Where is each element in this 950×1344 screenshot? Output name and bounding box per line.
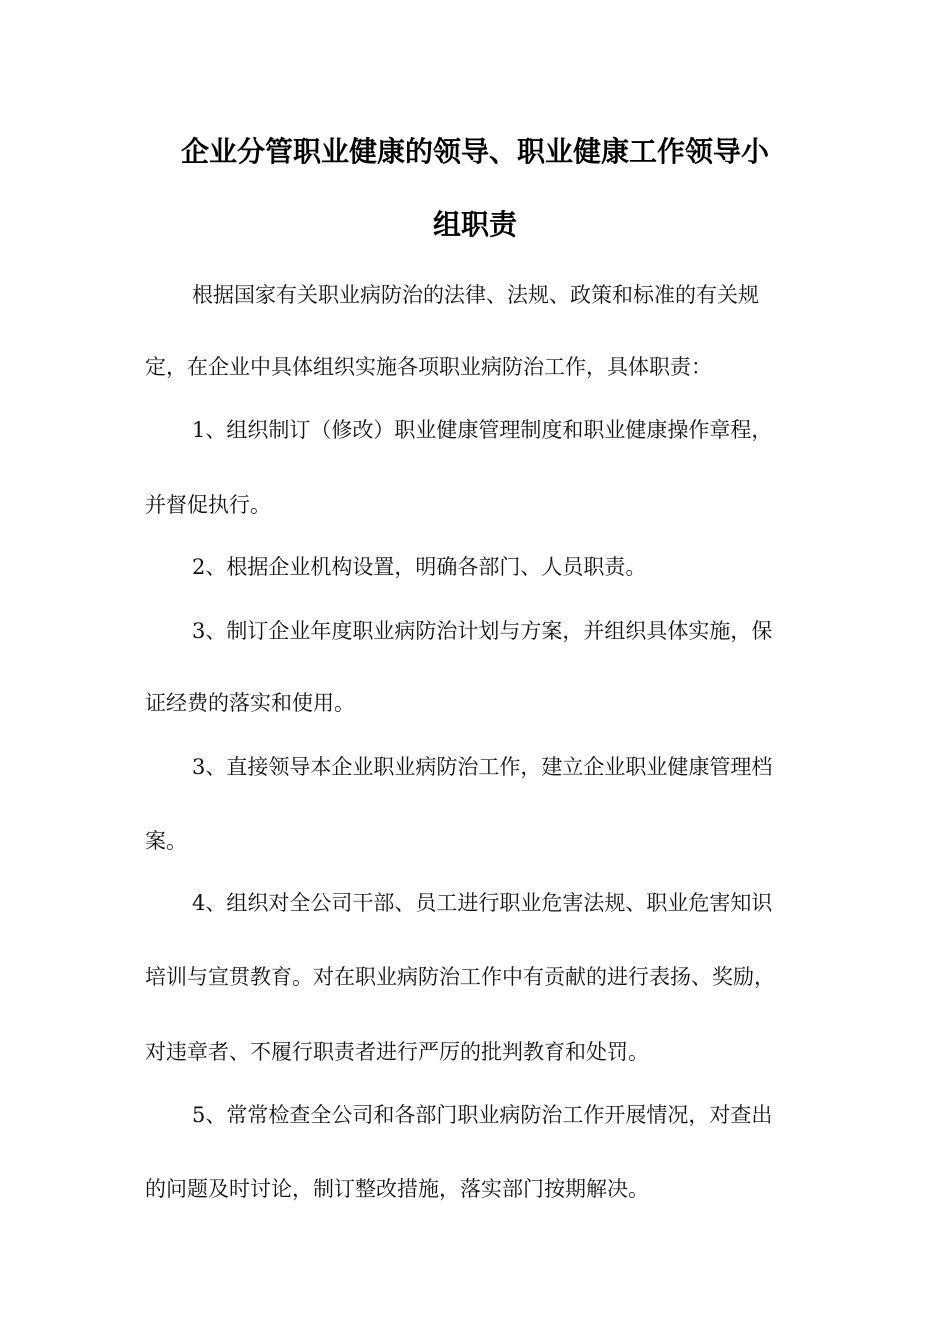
item-1-line-1: 1、组织制订（修改）职业健康管理制度和职业健康操作章程，	[192, 418, 773, 442]
document-title-line-1: 企业分管职业健康的领导、职业健康工作领导小	[180, 135, 769, 168]
item-2-line-1: 2、根据企业机构设置，明确各部门、人员职责。	[192, 555, 647, 579]
item-3b-line-2: 案。	[145, 829, 187, 853]
item-3a-line-2: 证经费的落实和使用。	[145, 691, 355, 715]
item-4-line-2: 培训与宣贯教育。对在职业病防治工作中有贡献的进行表扬、奖励，	[145, 965, 775, 989]
item-3b-line-1: 3、直接领导本企业职业病防治工作，建立企业职业健康管理档	[192, 755, 773, 779]
item-4-line-1: 4、组织对全公司干部、员工进行职业危害法规、职业危害知识	[192, 891, 773, 915]
intro-line-2: 定，在企业中具体组织实施各项职业病防治工作，具体职责：	[145, 355, 712, 379]
item-5-line-2: 的问题及时讨论，制订整改措施，落实部门按期解决。	[145, 1177, 649, 1201]
intro-line-1: 根据国家有关职业病防治的法律、法规、政策和标准的有关规	[192, 283, 759, 307]
item-4-line-3: 对违章者、不履行职责者进行严厉的批判教育和处罚。	[145, 1040, 649, 1064]
item-3a-line-1: 3、制订企业年度职业病防治计划与方案，并组织具体实施，保	[192, 619, 773, 643]
item-5-line-1: 5、常常检查全公司和各部门职业病防治工作开展情况，对查出	[192, 1103, 773, 1127]
document-title-line-2: 组职责	[432, 208, 517, 241]
item-1-line-2: 并督促执行。	[145, 493, 271, 517]
